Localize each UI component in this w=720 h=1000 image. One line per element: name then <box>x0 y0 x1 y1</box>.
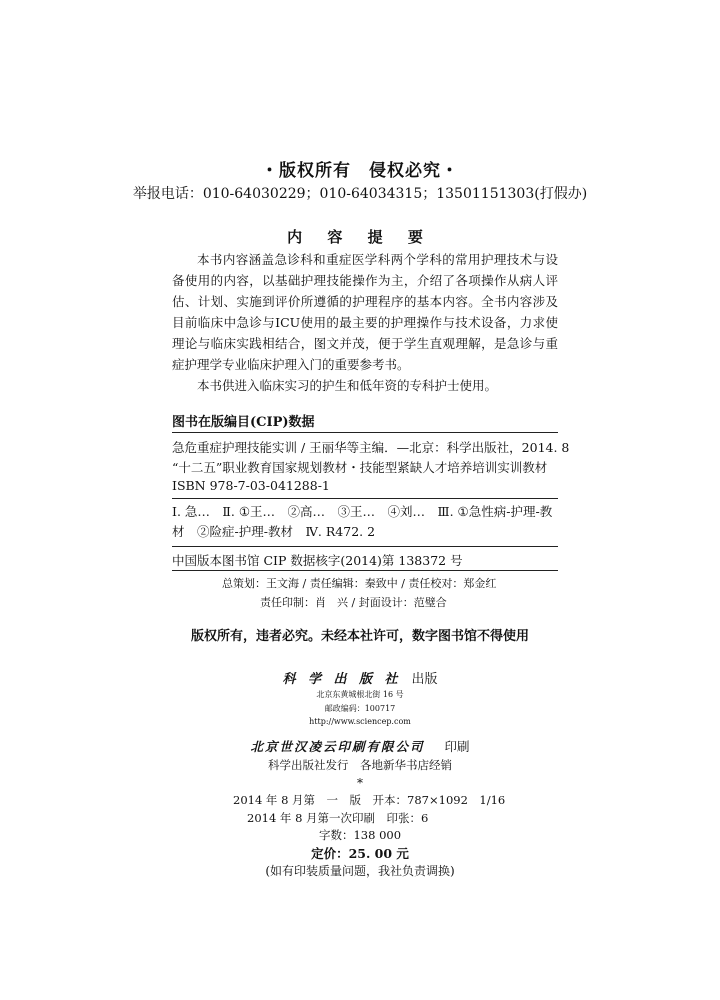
summary-text <box>172 249 558 396</box>
summary-heading: 内 容 提 要 <box>287 228 433 246</box>
publisher-line <box>0 668 720 687</box>
cip-verification: 中国版本图书馆 CIP 数据核字(2014)第 138372 号 <box>172 553 463 568</box>
copyright-title: ・版权所有 侵权必究・ <box>261 161 459 181</box>
printer-name: 北京世汉凌云印刷有限公司 <box>250 739 425 754</box>
publisher-url: http://www.sciencep.com <box>309 717 411 726</box>
cip-mid-rule <box>172 498 558 499</box>
publisher-postcode: 邮政编码：100717 <box>324 704 396 713</box>
credits-line: 总策划：王文海 / 责任编辑：秦致中 / 责任校对：郑金红 <box>222 577 497 590</box>
summary-paragraph: 本书供进入临床实习的护生和低年资的专科护士使用。 <box>197 378 498 393</box>
cip-title-line: 急危重症护理技能实训 / 王丽华等主编．—北京：科学出版社，2014. 8 <box>172 440 570 455</box>
print-label: 印刷 <box>444 739 470 754</box>
separator-star: * <box>357 776 363 790</box>
copyright-notice: 版权所有，违者必究。未经本社许可，数字图书馆不得使用 <box>190 629 529 644</box>
summary-paragraph: 本书内容涵盖急诊科和重症医学科两个学科的常用护理技术与设备使用的内容，以基础护理技能操作为主，介绍了各项操作从病人评估、计划、实施到评价所遵循的护理程序的基本内容。全书内容涉及目前临床中急诊与ICU使用的最主要的护理操作与技术设备，力求使理论与临床实践相结合，图文并茂，便于学生直观理解，是急诊与重症护理学专业临床护理入门的重要参考书。 <box>172 252 558 372</box>
cip-bottom-rule <box>172 546 558 547</box>
cip-isbn: ISBN 978-7-03-041288-1 <box>172 478 330 493</box>
printing-info: 2014 年 8 月第一次印刷 印张：6 <box>247 811 429 825</box>
publisher-name: 科 学 出 版 社 <box>282 672 402 687</box>
credits-line: 责任印制：肖 兴 / 封面设计：范璧合 <box>260 596 447 609</box>
cip-top-rule <box>172 432 558 433</box>
distribution: 科学出版社发行 各地新华书店经销 <box>268 758 452 772</box>
price: 定价：25. 00 元 <box>311 846 409 861</box>
printer-line <box>0 737 720 755</box>
publisher-address: 北京东黄城根北街 16 号 <box>316 690 404 699</box>
report-hotline: 举报电话：010-64030229；010-64034315；13501151303(打假办) <box>132 186 588 202</box>
credits-rule <box>172 570 558 571</box>
word-count: 字数：138 000 <box>318 828 402 842</box>
cip-series-line: “十二五”职业教育国家规划教材・技能型紧缺人才培养培训实训教材 <box>172 460 548 475</box>
cip-heading: 图书在版编目(CIP)数据 <box>172 415 315 430</box>
edition-info: 2014 年 8 月第 一 版 开本：787×1092 1/16 <box>233 793 506 807</box>
publish-label: 出版 <box>411 672 438 687</box>
quality-note: (如有印装质量问题，我社负责调换) <box>265 864 455 878</box>
cip-classification: Ⅰ. 急… Ⅱ. ①王… ②高… ③王… ④刘… Ⅲ. ①急性病-护理-教材 ②险症-护理-教材 Ⅳ. R472. 2 <box>172 504 553 539</box>
